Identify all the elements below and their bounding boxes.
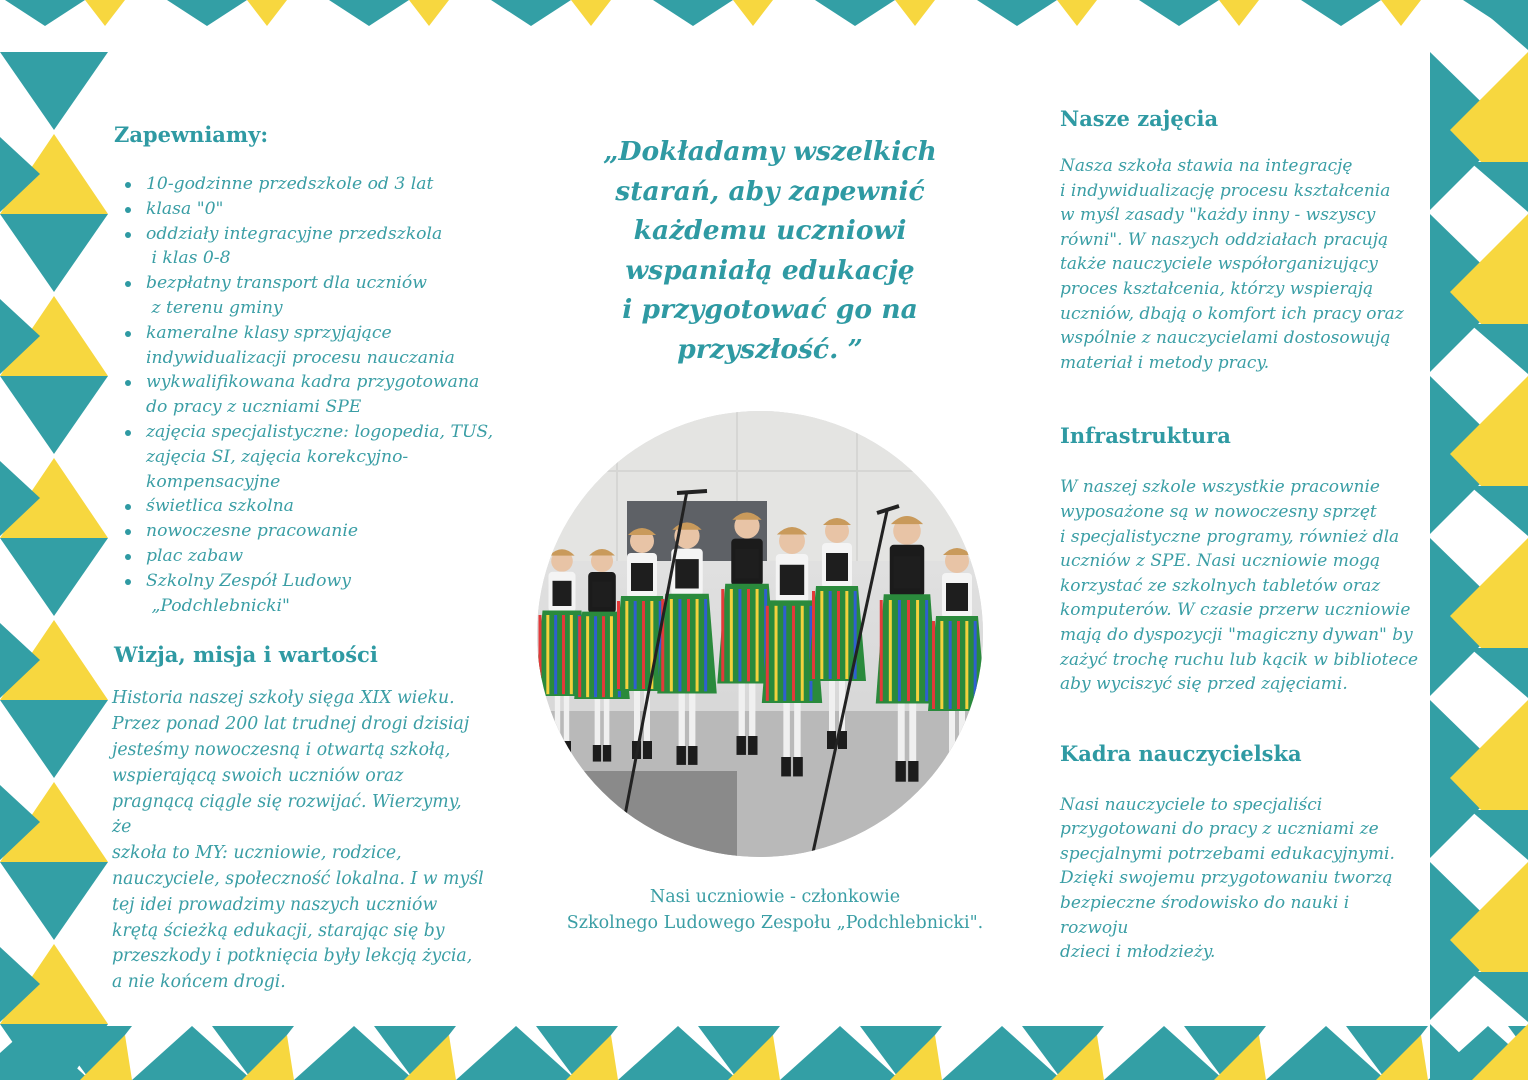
infra-line: mają do dyspozycji "magiczny dywan" by: [1060, 624, 1413, 645]
vision-line: Przez ponad 200 lat trudnej drogi dzisiaj: [112, 714, 470, 735]
infra-line: wyposażone są w nowoczesny sprzęt: [1060, 501, 1377, 522]
vision-line: jesteśmy nowoczesną i otwartą szkołą,: [112, 739, 451, 760]
vision-line: przeszkody i potknięcia były lekcją życia,: [112, 946, 473, 967]
provide-list-item: [146, 370, 484, 420]
border-triangle: [0, 862, 108, 940]
provide-list-item: [146, 222, 484, 272]
vision-line: szkoła to MY: uczniowie, rodzice,: [112, 843, 402, 864]
staff-line: Nasi nauczyciele to specjaliści: [1060, 794, 1323, 815]
provide-item-line: z terenu gminy: [146, 297, 283, 318]
border-triangle: [409, 0, 449, 26]
border-triangle: [0, 52, 108, 130]
provide-list-item: [146, 172, 484, 197]
photo-illustration: [537, 411, 983, 857]
vision-line: a nie końcem drogi.: [112, 972, 286, 993]
provide-list: [114, 172, 494, 618]
border-triangle: [1381, 0, 1421, 26]
provide-list-item: [146, 494, 484, 519]
caption-line-1: Nasi uczniowie - członkowie: [649, 887, 901, 907]
vision-line: pragnącą ciągle się rozwijać. Wierzymy, że: [112, 791, 462, 838]
border-triangle: [0, 214, 108, 292]
provide-list-item: [146, 569, 484, 619]
infra-line: aby wyciszyć się przed zajęciami.: [1060, 674, 1348, 695]
border-triangle: [1139, 0, 1219, 26]
border-triangle: [1470, 486, 1528, 536]
provide-list-item: [146, 271, 484, 321]
provide-item-line: Szkolny Zespół Ludowy: [146, 570, 351, 591]
classes-line: materiał i metody pracy.: [1060, 352, 1270, 373]
provide-list-item: [146, 519, 484, 544]
border-triangle: [0, 700, 108, 778]
border-triangle: [1219, 0, 1259, 26]
classes-line: uczniów, dbają o komfort ich pracy oraz: [1060, 303, 1404, 324]
provide-item-line: oddziały integracyjne przedszkola: [146, 223, 443, 244]
provide-item-line: nowoczesne pracowanie: [146, 521, 358, 542]
classes-line: proces kształcenia, którzy wspierają: [1060, 278, 1374, 299]
classes-line: i indywidualizację procesu kształcenia: [1060, 180, 1391, 201]
quote-line: starań, aby zapewnić: [615, 175, 925, 207]
border-triangle: [1470, 162, 1528, 212]
quote-line: każdemu uczniowi: [633, 215, 907, 246]
border-triangle: [895, 0, 935, 26]
infra-line: uczniów z SPE. Nasi uczniowie mogą: [1060, 551, 1381, 572]
folk-ensemble-photo: [537, 411, 983, 857]
vision-line: krętą ścieżką edukacji, starając się by: [112, 920, 445, 941]
border-triangle: [977, 0, 1057, 26]
border-triangle: [1470, 324, 1528, 374]
classes-line: wspólnie z nauczycielami dostosowują: [1060, 328, 1391, 349]
photo-caption: [540, 884, 1010, 936]
provide-item-line: „Podchlebnicki": [146, 595, 290, 616]
vision-line: tej idei prowadzimy naszych uczniów: [112, 894, 438, 915]
provide-item-line: zajęcia SI, zajęcia korekcyjno-: [146, 446, 409, 467]
classes-line: Nasza szkoła stawia na integrację: [1060, 156, 1353, 176]
middle-column: [540, 132, 1000, 369]
classes-line: także nauczyciele współorganizujący: [1060, 254, 1378, 275]
border-triangle: [733, 0, 773, 26]
border-triangle: [329, 0, 409, 26]
classes-line: równi". W naszych oddziałach pracują: [1060, 229, 1389, 250]
infra-line: i specjalistyczne programy, również dla: [1060, 526, 1400, 547]
provide-list-item: [146, 197, 484, 222]
border-triangle: [247, 0, 287, 26]
border-triangle: [85, 0, 125, 26]
provide-item-line: 10-godzinne przedszkole od 3 lat: [146, 174, 434, 194]
provide-list-item: [146, 420, 494, 494]
quote-line: przyszłość. ”: [677, 333, 863, 365]
provide-item-line: wykwalifikowana kadra przygotowana: [146, 372, 480, 393]
infra-line: W naszej szkole wszystkie pracownie: [1060, 477, 1380, 498]
staff-text: [1060, 793, 1420, 965]
staff-line: przygotowani do pracy z uczniami ze: [1060, 819, 1379, 840]
vision-line: wspierającą swoich uczniów oraz: [112, 765, 404, 786]
provide-item-line: świetlica szkolna: [146, 496, 294, 517]
border-triangle: [1301, 0, 1381, 26]
staff-line: Dzięki swojemu przygotowaniu tworzą: [1060, 868, 1393, 889]
vision-line: Historia naszej szkoły sięga XIX wieku.: [112, 688, 455, 709]
classes-line: w myśl zasady "każdy inny - wszyscy: [1060, 205, 1376, 226]
provide-item-line: indywidualizacji procesu nauczania: [146, 347, 455, 368]
vision-text: [112, 686, 484, 996]
staff-line: bezpieczne środowisko do nauki i rozwoju: [1060, 893, 1350, 938]
right-column: [1060, 104, 1420, 965]
school-quote: [540, 132, 1000, 369]
staff-line: specjalnymi potrzebami edukacyjnymi.: [1060, 843, 1395, 864]
quote-line: wspaniałą edukację: [625, 254, 915, 286]
border-triangle: [571, 0, 611, 26]
border-triangle: [653, 0, 733, 26]
provide-item-line: kompensacyjne: [146, 471, 281, 492]
provide-item-line: do pracy z uczniami SPE: [146, 397, 362, 418]
provide-item-line: kameralne klasy sprzyjające: [146, 322, 392, 343]
staff-heading: Kadra nauczycielska: [1060, 740, 1302, 766]
left-column: [112, 120, 494, 996]
provide-item-line: i klas 0-8: [146, 248, 231, 269]
infra-line: komputerów. W czasie przerw uczniowie: [1060, 600, 1411, 621]
vision-line: nauczyciele, społeczność lokalna. I w myśl: [112, 868, 484, 889]
infra-heading: Infrastruktura: [1060, 423, 1231, 449]
border-triangle: [1470, 648, 1528, 698]
vision-heading: Wizja, misja i wartości: [114, 642, 378, 668]
provide-item-line: klasa "0": [146, 198, 224, 219]
border-triangle: [167, 0, 247, 26]
caption-line-2: Szkolnego Ludowego Zespołu „Podchlebnicki".: [566, 913, 984, 933]
border-triangle: [491, 0, 571, 26]
classes-heading: Nasze zajęcia: [1060, 106, 1219, 131]
provide-item-line: plac zabaw: [146, 545, 244, 566]
provide-list-item: [146, 544, 484, 569]
provide-item-line: zajęcia specjalistyczne: logopedia, TUS,: [146, 421, 494, 442]
border-triangle: [1057, 0, 1097, 26]
border-triangle: [815, 0, 895, 26]
provide-heading: Zapewniamy:: [114, 122, 269, 147]
quote-line: „Dokładamy wszelkich: [603, 136, 937, 167]
border-triangle: [0, 538, 108, 616]
quote-line: i przygotować go na: [622, 294, 918, 325]
infra-text: [1060, 475, 1420, 696]
staff-line: dzieci i młodzieży.: [1060, 942, 1216, 963]
provide-list-item: [146, 321, 484, 371]
border-triangle: [5, 0, 85, 26]
classes-text: [1060, 154, 1420, 375]
border-triangle: [0, 376, 108, 454]
border-triangle: [1470, 810, 1528, 860]
provide-item-line: bezpłatny transport dla uczniów: [146, 273, 427, 294]
infra-line: zażyć trochę ruchu lub kącik w bibliotece: [1060, 649, 1419, 670]
infra-line: korzystać ze szkolnych tabletów oraz: [1060, 575, 1381, 596]
border-triangle: [1470, 972, 1528, 1022]
